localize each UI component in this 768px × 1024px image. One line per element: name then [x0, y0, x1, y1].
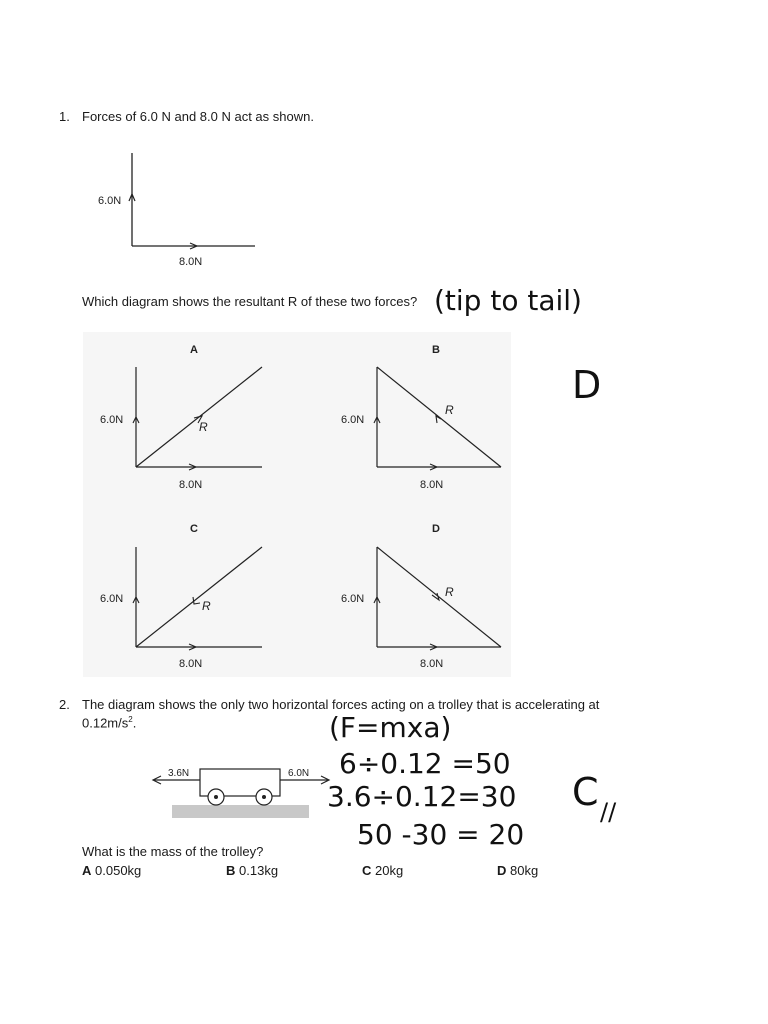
svg-text:R: R — [199, 420, 208, 434]
q2-text-line2 — [82, 715, 136, 730]
svg-text:6÷0.12 =50: 6÷0.12 =50 — [339, 747, 511, 780]
svg-text:C: C — [572, 770, 599, 814]
q2-handwritten-work — [325, 703, 525, 858]
acceleration-period: . — [132, 715, 137, 731]
q1-options-panel — [83, 332, 511, 677]
q2-number: 2. — [59, 697, 70, 712]
option-b-letter: B — [432, 344, 440, 356]
q1-horizontal-force-label: 8.0N — [179, 256, 203, 268]
svg-text:50 -30 = 20: 50 -30 = 20 — [357, 818, 525, 851]
q1-force-diagram — [90, 145, 270, 275]
option-c-letter: C — [190, 523, 198, 535]
svg-text:R: R — [445, 403, 454, 417]
q1-number: 1. — [59, 109, 70, 124]
q2-answer-d: D 80kg — [497, 863, 539, 878]
q1-vertical-force-label: 6.0N — [98, 195, 122, 207]
trolley-diagram — [148, 760, 348, 822]
q2-text-line1: The diagram shows the only two horizontal forces acting on a trolley that is accelerating at — [82, 697, 600, 712]
svg-text:8.0N: 8.0N — [420, 479, 444, 491]
svg-text:6.0N: 6.0N — [100, 593, 124, 605]
right-force-label: 6.0N — [288, 768, 310, 779]
svg-text:8.0N: 8.0N — [179, 658, 203, 670]
q2-answer-a: A 0.050kg — [82, 863, 142, 878]
svg-text:6.0N: 6.0N — [341, 414, 365, 426]
svg-text:6.0N: 6.0N — [100, 414, 124, 426]
svg-text://: // — [600, 798, 617, 825]
q1-text: Forces of 6.0 N and 8.0 N act as shown. — [82, 109, 314, 124]
option-d-letter: D — [432, 523, 440, 535]
svg-text:8.0N: 8.0N — [179, 479, 203, 491]
q2-answer-c: C 20kg — [362, 863, 404, 878]
acceleration-value: 0.12m/s — [82, 715, 129, 731]
ground — [172, 805, 309, 818]
svg-text:6.0N: 6.0N — [341, 593, 365, 605]
svg-text:R: R — [445, 585, 454, 599]
q2-question: What is the mass of the trolley? — [82, 844, 264, 859]
svg-text:(tip to tail): (tip to tail) — [434, 284, 582, 317]
left-force-label: 3.6N — [168, 768, 190, 779]
svg-text:8.0N: 8.0N — [420, 658, 444, 670]
svg-text:3.6÷0.12=30: 3.6÷0.12=30 — [327, 780, 517, 813]
q1-handwritten-note — [432, 280, 612, 325]
svg-text:(F=mxa): (F=mxa) — [329, 711, 452, 744]
svg-text:R: R — [202, 599, 211, 613]
acceleration-exponent: 2 — [128, 715, 133, 724]
q2-handwritten-answer — [570, 770, 640, 825]
q1-question: Which diagram shows the resultant R of these two forces? — [82, 294, 418, 309]
svg-text:D: D — [572, 363, 602, 407]
q2-answer-b: B 0.13kg — [226, 863, 279, 878]
option-a-letter: A — [190, 344, 198, 356]
q1-handwritten-answer — [566, 362, 616, 412]
